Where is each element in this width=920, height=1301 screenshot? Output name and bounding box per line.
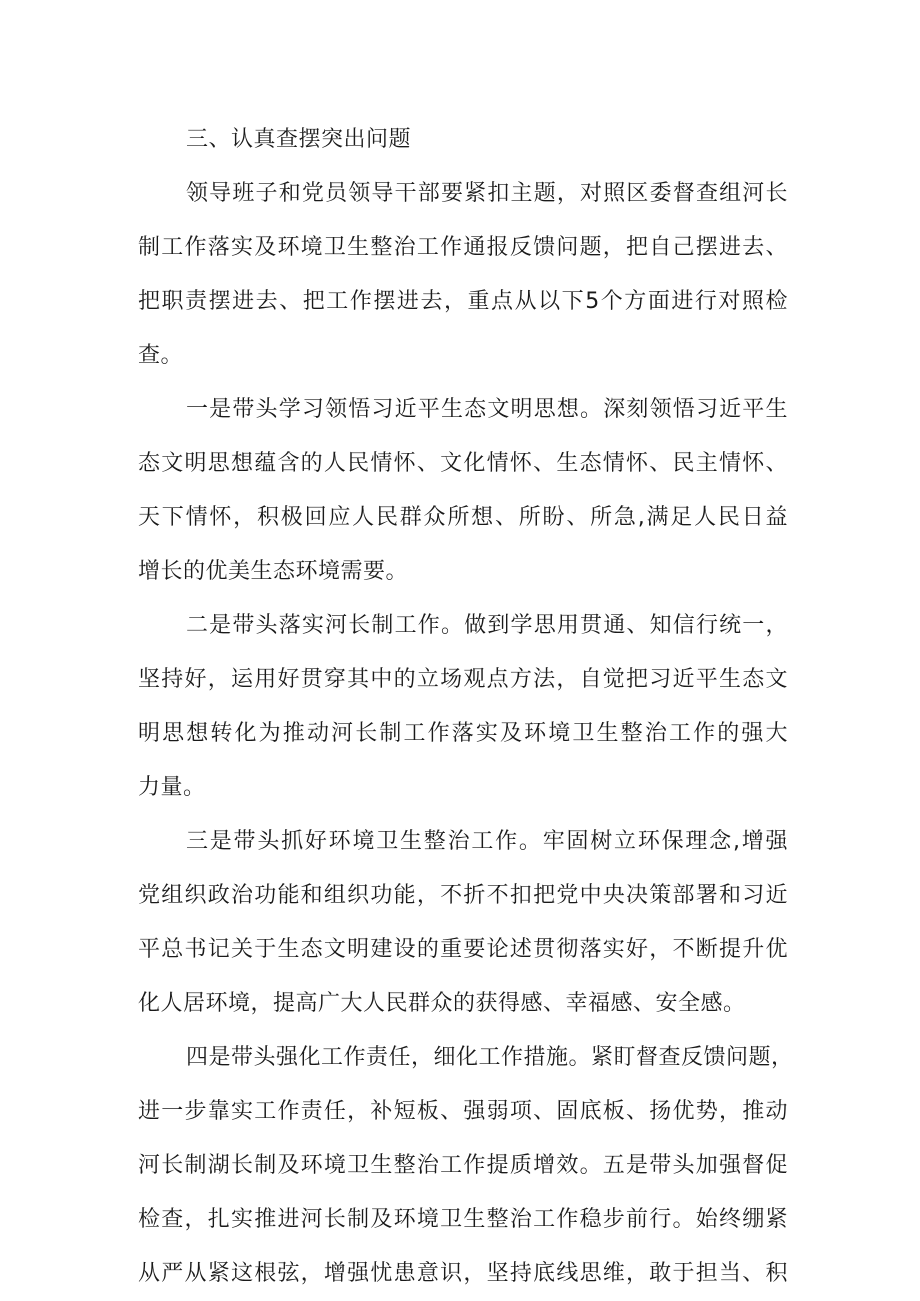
paragraph-line: 进一步靠实工作责任，补短板、强弱项、固底板、扬优势，推动	[138, 1099, 788, 1124]
paragraph-line: 河长制湖长制及环境卫生整治工作提质增效。五是带头加强督促	[138, 1153, 788, 1178]
paragraph-3	[138, 599, 788, 815]
paragraph-line: 力量。	[138, 775, 206, 800]
paragraph-line: 明思想转化为推动河长制工作落实及环境卫生整治工作的强大	[138, 721, 788, 746]
paragraph-line: 三是带头抓好环境卫生整治工作。牢固树立环保理念,增强	[186, 829, 788, 854]
document-body	[138, 113, 794, 1301]
paragraph-line: 从严从紧这根弦，增强忧患意识，坚持底线思维，敢于担当、积	[138, 1261, 788, 1286]
paragraph-line: 坚持好，运用好贯穿其中的立场观点方法，自觉把习近平生态文	[138, 667, 788, 692]
paragraph-line: 制工作落实及环境卫生整治工作通报反馈问题，把自己摆进去、	[138, 235, 788, 260]
paragraph-5	[138, 1031, 794, 1301]
paragraph-line: 平总书记关于生态文明建设的重要论述贯彻落实好，不断提升优	[138, 937, 788, 962]
paragraph-line: 一是带头学习领悟习近平生态文明思想。深刻领悟习近平生	[186, 397, 788, 422]
paragraph-4	[138, 815, 788, 1031]
paragraph-line: 四是带头强化工作责任，细化工作措施。紧盯督查反馈问题，	[186, 1045, 794, 1070]
paragraph-line: 把职责摆进去、把工作摆进去，重点从以下5个方面进行对照检	[138, 289, 788, 314]
paragraph-1	[138, 167, 788, 383]
paragraph-2	[138, 383, 788, 599]
paragraph-line: 党组织政治功能和组织功能，不折不扣把党中央决策部署和习近	[138, 883, 788, 908]
paragraph-line: 领导班子和党员领导干部要紧扣主题，对照区委督查组河长	[186, 181, 788, 206]
section-heading: 三、认真查摆突出问题	[186, 127, 412, 152]
paragraph-line: 二是带头落实河长制工作。做到学思用贯通、知信行统一，	[186, 613, 788, 638]
paragraph-line: 增长的优美生态环境需要。	[138, 559, 409, 584]
paragraph-line: 查。	[138, 343, 184, 368]
paragraph-line: 检查，扎实推进河长制及环境卫生整治工作稳步前行。始终绷紧	[138, 1207, 788, 1232]
paragraph-line: 态文明思想蕴含的人民情怀、文化情怀、生态情怀、民主情怀、	[138, 451, 788, 476]
paragraph-line: 化人居环境，提高广大人民群众的获得感、幸福感、安全感。	[138, 991, 746, 1016]
paragraph-line: 天下情怀，积极回应人民群众所想、所盼、所急,满足人民日益	[138, 505, 788, 530]
